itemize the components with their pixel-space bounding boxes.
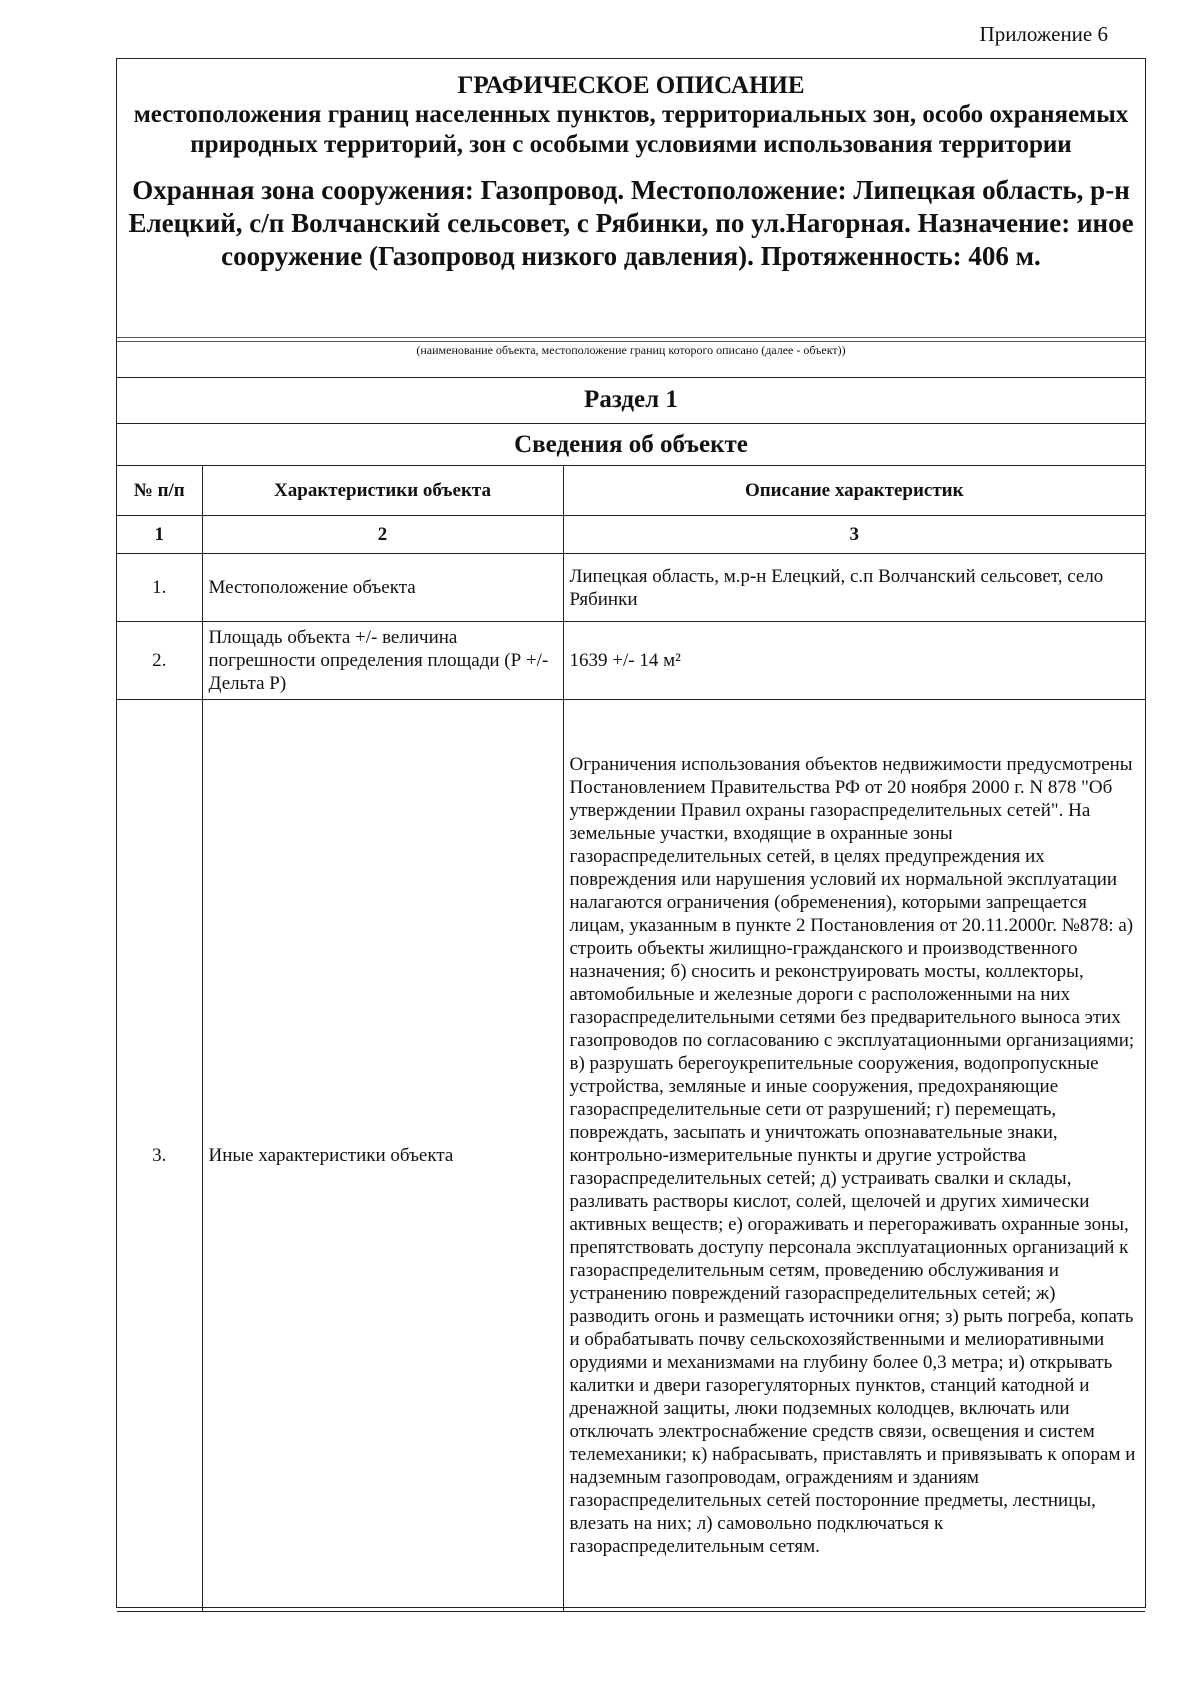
document-header — [117, 59, 1145, 341]
document-frame — [116, 58, 1146, 1608]
row-characteristic: Иные характеристики объекта — [202, 700, 563, 1612]
row-characteristic: Площадь объекта +/- величина погрешности определения площади (Р +/- Дельта Р) — [202, 622, 563, 700]
document-subtitle: местоположения границ населенных пунктов, территориальных зон, особо охраняемых природных территорий, зон с особыми условиями использования территории — [133, 101, 1129, 158]
section-number: Раздел 1 — [117, 377, 1145, 423]
row-num: 2. — [117, 622, 202, 700]
row-description: Ограничения использования объектов недвижимости предусмотрены Постановлением Правительства РФ от 20 ноября 2000 г. N 878 "Об утверждении Правил охраны газораспределительных сетей". На земельные участки, входящие в охранные зоны газораспределительных сетей, в целях предупреждения их повреждения или нарушения условий их нормальной эксплуатации налагаются ограничения (обременения), которыми запрещается лицам, указанным в пункте 2 Постановления от 20.11.2000г. №878: а) строить объекты жилищно-гражданского и производственного назначения; б) сносить и реконструировать мосты, коллекторы, автомобильные и железные дороги с расположенными на них газораспределительными сетями без предварительного выноса этих газопроводов по согласованию с эксплуатационными организациями; в) разрушать берегоукрепительные сооружения, водопропускные устройства, земляные и иные сооружения, предохраняющие газораспределительные сети от разрушений; г) перемещать, повреждать, засыпать и уничтожать опознавательные знаки, контрольно-измерительные пункты и другие устройства газораспределительных сетей; д) устраивать свалки и склады, разливать растворы кислот, солей, щелочей и других химически активных веществ; е) огораживать и перегораживать охранные зоны, препятствовать доступу персонала эксплуатационных организаций к газораспределительным сетям, проведению обслуживания и устранению повреждений газораспределительных сетей; ж) разводить огонь и размещать источники огня; з) рыть погреба, копать и обрабатывать почву сельскохозяйственными и мелиоративными орудиями и механизмами на глубину более 0,3 метра; и) открывать калитки и двери газорегуляторных пунктов, станций катодной и дренажной защиты, люки подземных колодцев, включать или отключать электроснабжение средств связи, освещения и систем телемеханики; к) набрасывать, приставлять и привязывать к опорам и надземным газопроводам, ограждениям и зданиям газораспределительных сетей посторонние предметы, лестницы, влезать на них; л) самовольно подключаться к газораспределительным сетям. — [563, 700, 1145, 1612]
column-number: 3 — [563, 516, 1145, 554]
document-title: ГРАФИЧЕСКОЕ ОПИСАНИЕ — [457, 72, 805, 99]
object-name: Охранная зона сооружения: Газопровод. Местоположение: Липецкая область, р-н Елецкий, с/п Волчанский сельсовет, с Рябинки, по ул.Нагорная. Назначение: иное сооружение (Газопровод низкого давления). Протяженность: 406 м. — [128, 175, 1134, 271]
column-number: 2 — [202, 516, 563, 554]
table-header-row — [117, 466, 1145, 516]
row-description: 1639 +/- 14 м² — [563, 622, 1145, 700]
header-description: Описание характеристик — [563, 466, 1145, 516]
row-description: Липецкая область, м.р-н Елецкий, с.п Волчанский сельсовет, село Рябинки — [563, 554, 1145, 622]
table-row — [117, 700, 1145, 1612]
object-caption: (наименование объекта, местоположение границ которого описано (далее - объект)) — [416, 343, 846, 357]
appendix-label: Приложение 6 — [979, 22, 1108, 46]
table-row — [117, 622, 1145, 700]
header-num: № п/п — [117, 466, 202, 516]
info-table — [117, 465, 1145, 1612]
column-number: 1 — [117, 516, 202, 554]
row-characteristic: Местоположение объекта — [202, 554, 563, 622]
header-characteristic: Характеристики объекта — [202, 466, 563, 516]
table-row — [117, 554, 1145, 622]
divider-top — [117, 337, 1145, 338]
row-num: 3. — [117, 700, 202, 1612]
column-number-row — [117, 516, 1145, 554]
row-num: 1. — [117, 554, 202, 622]
section-title: Сведения об объекте — [117, 423, 1145, 465]
